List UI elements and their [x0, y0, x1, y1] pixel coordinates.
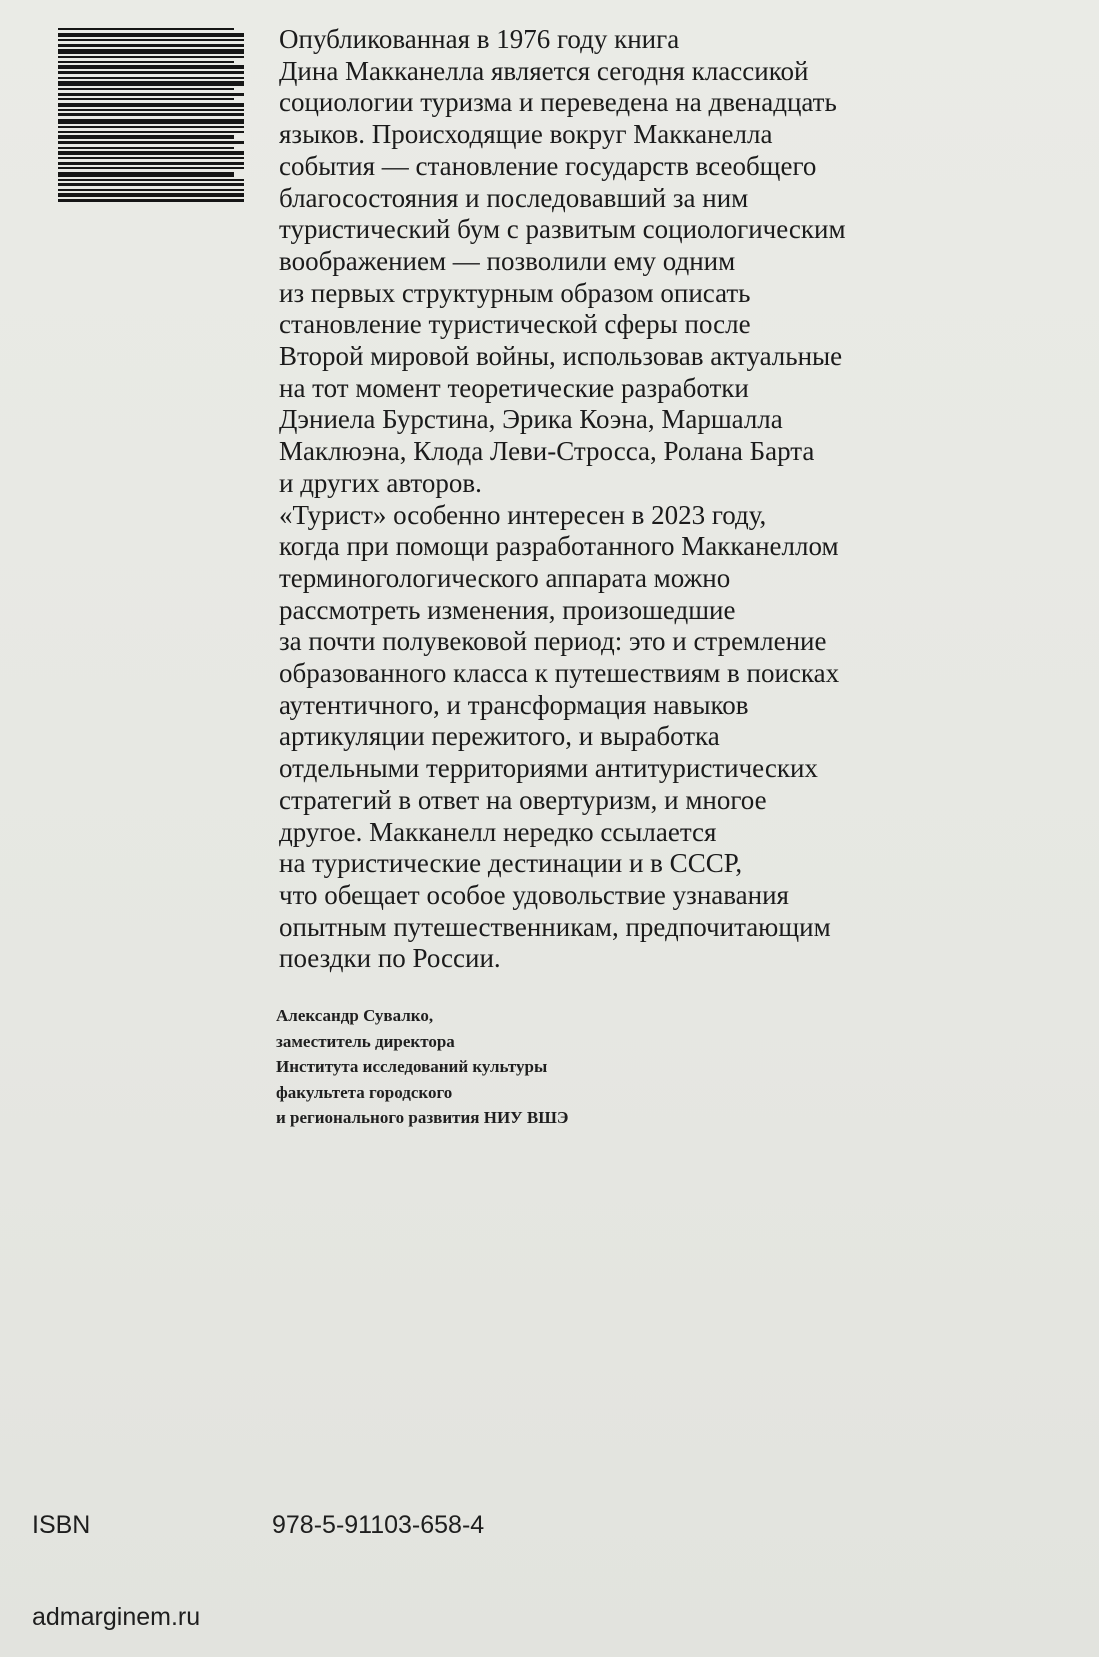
publisher-website: admarginem.ru	[32, 1603, 201, 1631]
blurb-line: Маклюэна, Клода Леви-Стросса, Ролана Барта	[279, 436, 815, 467]
author-signature	[276, 1003, 776, 1131]
blurb-line: на туристические дестинации и в СССР,	[279, 848, 743, 879]
blurb-line: поездки по России.	[279, 943, 501, 974]
blurb-line: Второй мировой войны, использовав актуальные	[279, 341, 843, 372]
blurb-line: за почти полувековой период: это и стремление	[279, 626, 827, 657]
blurb-line: благосостояния и последовавший за ним	[279, 182, 749, 213]
blurb-line: из первых структурным образом описать	[279, 277, 751, 308]
blurb-line: опытным путешественникам, предпочитающим	[279, 911, 831, 942]
blurb-line: и других авторов.	[279, 467, 482, 498]
blurb-text	[279, 24, 959, 975]
blurb-line: когда при помощи разработанного Макканеллом	[279, 531, 839, 562]
barcode-graphic	[58, 28, 258, 208]
blurb-line: на тот момент теоретические разработки	[279, 372, 749, 403]
blurb-line: рассмотреть изменения, произошедшие	[279, 594, 736, 625]
signature-line: заместитель директора	[276, 1031, 455, 1051]
signature-line: и регионального развития НИУ ВШЭ	[276, 1108, 569, 1127]
blurb-line: что обещает особое удовольствие узнавания	[279, 879, 789, 910]
blurb-line: Опубликованная в 1976 году книга	[279, 24, 680, 54]
blurb-line: социологии туризма и переведена на двенадцать	[279, 87, 837, 118]
signature-line: Института исследований культуры	[276, 1057, 548, 1076]
blurb-line: становление туристической сферы после	[279, 309, 751, 340]
signature-line: факультета городского	[276, 1082, 453, 1102]
signature-name: Александр Сувалко,	[276, 1006, 434, 1025]
blurb-line: воображением — позволили ему одним	[279, 245, 736, 276]
blurb-line: артикуляции пережитого, и выработка	[279, 721, 720, 752]
blurb-line: Дэниела Бурстина, Эрика Коэна, Маршалла	[279, 404, 783, 435]
blurb-line: образованного класса к путешествиям в поисках	[279, 658, 840, 689]
blurb-line: языков. Происходящие вокруг Макканелла	[279, 119, 773, 150]
blurb-line: терминогологического аппарата можно	[279, 562, 731, 593]
blurb-line: туристический бум с развитым социологическим	[279, 214, 846, 245]
blurb-line: другое. Макканелл нередко ссылается	[279, 816, 717, 847]
blurb-line: Дина Макканелла является сегодня классикой	[279, 55, 809, 86]
blurb-line: отдельными территориями антитуристических	[279, 753, 818, 784]
blurb-line: события — становление государств всеобщего	[279, 150, 817, 181]
blurb-line: аутентичного, и трансформация навыков	[279, 689, 749, 720]
blurb-line: стратегий в ответ на овертуризм, и многое	[279, 784, 767, 815]
isbn-number: 978-5-91103-658-4	[272, 1511, 485, 1539]
isbn-label: ISBN	[32, 1511, 91, 1539]
blurb-line: «Турист» особенно интересен в 2023 году,	[279, 499, 767, 530]
